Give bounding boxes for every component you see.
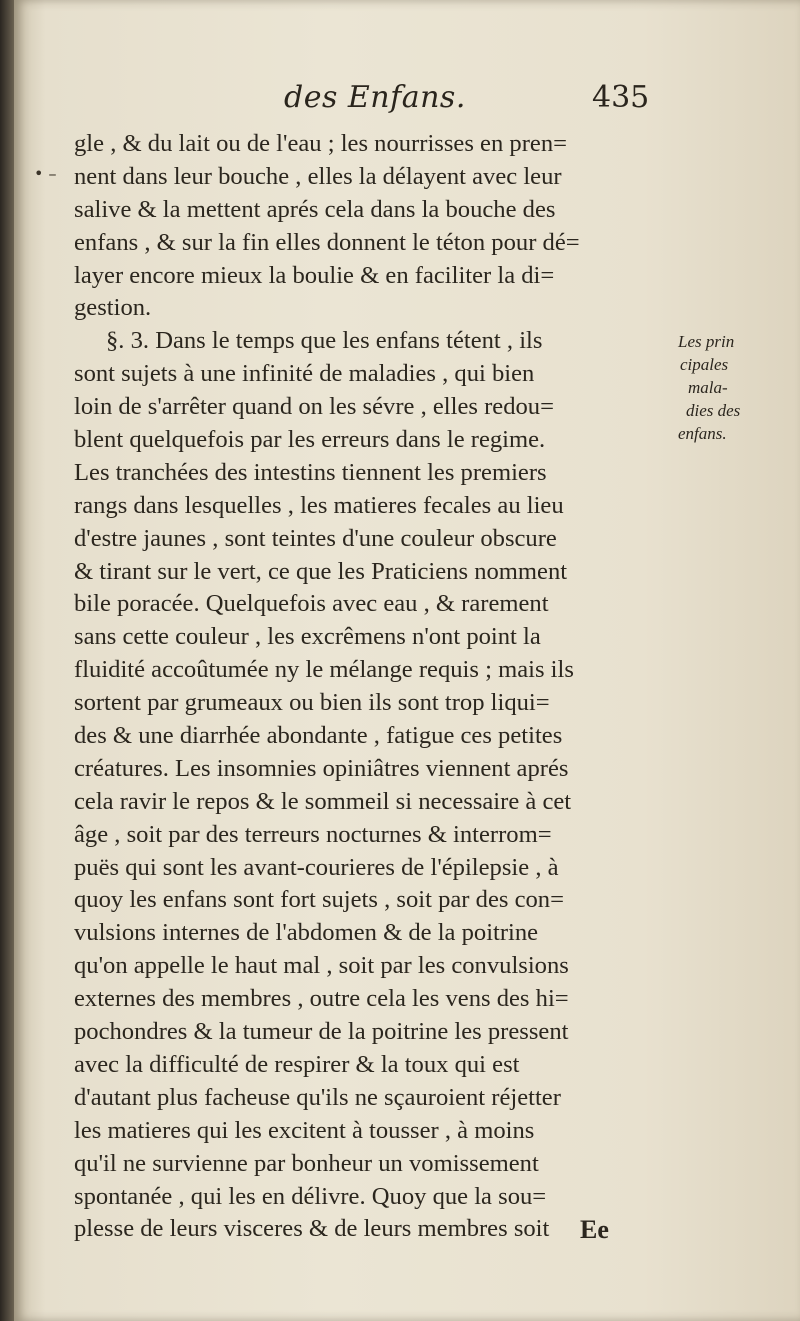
text-line: blent quelquefois par les erreurs dans le regime. [74, 426, 546, 454]
text-line: gle , & du lait ou de l'eau ; les nourrisses en pren= [74, 130, 567, 157]
page-number: 435 [592, 80, 650, 115]
margin-note [676, 330, 756, 445]
text-line: les matieres qui les excitent à tousser , à moins [74, 1116, 535, 1144]
page-header [14, 80, 800, 130]
book-binding [0, 0, 14, 1321]
body-text [74, 128, 674, 1246]
text-line: puës qui sont les avant-courieres de l'épilepsie , à [74, 853, 559, 881]
running-title: des Enfans. [284, 80, 466, 115]
text-line: enfans , & sur la fin elles donnent le téton pour dé= [74, 228, 580, 256]
text-line: âge , soit par des terreurs nocturnes & interrom= [74, 820, 552, 848]
margin-note-line: dies des [686, 401, 741, 420]
text-line: plesse de leurs visceres & de leurs membres soit [74, 1215, 550, 1243]
signature-mark: Ee [580, 1215, 609, 1244]
text-line: fluidité accoûtumée ny le mélange requis ; mais ils [74, 656, 574, 684]
margin-note-line: mala- [688, 378, 728, 397]
text-line: externes des membres , outre cela les vens des hi= [74, 985, 569, 1013]
text-line: bile poracée. Quelquefois avec eau , & rarement [74, 590, 549, 618]
text-line: nent dans leur bouche , elles la délayent avec leur [74, 162, 562, 190]
text-line: créatures. Les insomnies opiniâtres viennent aprés [74, 754, 569, 782]
text-line: sans cette couleur , les excrêmens n'ont point la [74, 623, 541, 651]
text-line: cela ravir le repos & le sommeil si necessaire à cet [74, 787, 572, 815]
text-line: qu'il ne survienne par bonheur un vomissement [74, 1149, 539, 1177]
margin-mark: • – [34, 164, 57, 183]
text-line: & tirant sur le vert, ce que les Praticiens nomment [74, 557, 568, 585]
text-line: gestion. [74, 294, 152, 322]
margin-note-line: Les prin [678, 332, 735, 351]
text-line: vulsions internes de l'abdomen & de la poitrine [74, 919, 539, 947]
text-line: sont sujets à une infinité de maladies , qui bien [74, 360, 535, 388]
text-line: spontanée , qui les en délivre. Quoy que la sou= [74, 1182, 547, 1210]
text-line: sortent par grumeaux ou bien ils sont trop liqui= [74, 689, 550, 717]
text-line: salive & la mettent aprés cela dans la bouche des [74, 195, 556, 223]
text-line: qu'on appelle le haut mal , soit par les convulsions [74, 952, 569, 980]
text-line-section-start: §. 3. Dans le temps que les enfans tétent , ils [106, 327, 543, 355]
text-line: d'estre jaunes , sont teintes d'une couleur obscure [74, 524, 557, 552]
margin-note-line: enfans. [678, 424, 727, 443]
text-line: d'autant plus facheuse qu'ils ne sçauroient réjetter [74, 1083, 561, 1111]
book-page [14, 0, 800, 1321]
text-line: pochondres & la tumeur de la poitrine les pressent [74, 1018, 569, 1046]
margin-note-line: cipales [680, 355, 729, 374]
text-line: avec la difficulté de respirer & la toux qui est [74, 1050, 520, 1078]
text-line: loin de s'arrêter quand on les sévre , elles redou= [74, 393, 554, 421]
text-line: Les tranchées des intestins tiennent les premiers [74, 458, 547, 486]
text-line: rangs dans lesquelles , les matieres fecales au lieu [74, 491, 564, 519]
text-line: quoy les enfans sont fort sujets , soit par des con= [74, 886, 564, 914]
text-line: layer encore mieux la boulie & en faciliter la di= [74, 261, 555, 289]
text-line: des & une diarrhée abondante , fatigue ces petites [74, 722, 563, 750]
